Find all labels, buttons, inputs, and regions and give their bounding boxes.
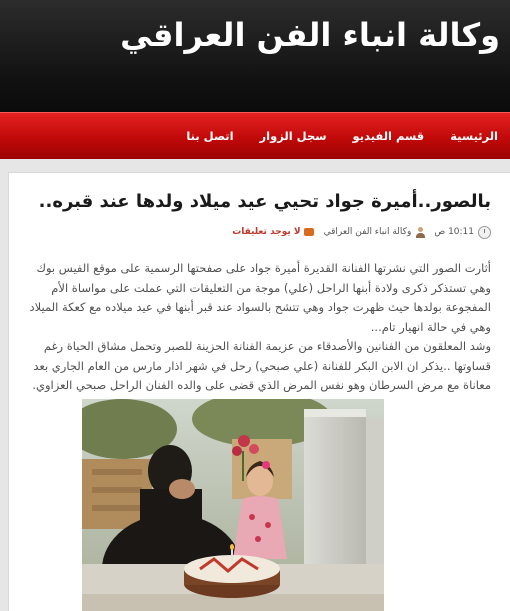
user-icon	[415, 227, 426, 238]
main-nav	[0, 112, 510, 159]
nav-list	[186, 129, 498, 143]
post-title[interactable]: بالصور..أميرة جواد تحيي عيد ميلاد ولدها عند قبره..	[38, 191, 491, 212]
post-author[interactable]: وكالة انباء الفن العراقي	[323, 227, 412, 237]
site-title[interactable]: وكالة انباء الفن العراقي	[120, 16, 500, 54]
post-paragraph-2: وشد المعلقون من الفنانين والأصدقاء من عزيمة الفنانة الحزينة للصبر وتحمل مشاق الحياة رغم قساوتها ..يذكر ان الابن البكر للفنانة (علي صبحي) رحل في شهر اذار مارس من العام الجاري بعد معاناة مع مرض السرطان وهو نفس المرض الذي قضى على والده الفنان الراحل صبحي العزاوي.	[32, 339, 491, 392]
site-header	[0, 0, 510, 112]
comment-icon	[304, 228, 314, 236]
post-meta	[232, 223, 491, 241]
post-time: 10:11 ص	[434, 227, 474, 237]
post-paragraph-1: أثارت الصور التي نشرتها الفنانة القديرة أميرة جواد على صفحتها الرسمية على موقع الفيس بوك وهي تستذكر ذكرى ولادة أبنها الراحل (علي) موجة من التعليقات التي عملت على مواساة الأم المفجوعة بولدها حيث ظهرت جواد وهي تتشح بالسواد عند قبر أبنها في عيد ميلاده مع كعكة الميلاد وهي في حالة انهيار تام...	[29, 261, 491, 334]
nav-item-home[interactable]: الرئيسية	[450, 129, 498, 143]
post-article	[8, 172, 510, 611]
post-comments-link[interactable]: لا يوجد تعليقات	[232, 227, 301, 237]
nav-item-contact[interactable]: اتصل بنا	[186, 129, 234, 143]
nav-item-guestbook[interactable]: سجل الزوار	[259, 129, 327, 143]
clock-icon	[478, 226, 491, 239]
grave-photo-illustration	[82, 399, 384, 611]
nav-item-video[interactable]: قسم الفيديو	[352, 129, 425, 143]
post-photo[interactable]	[82, 399, 384, 611]
post-body	[21, 259, 491, 396]
